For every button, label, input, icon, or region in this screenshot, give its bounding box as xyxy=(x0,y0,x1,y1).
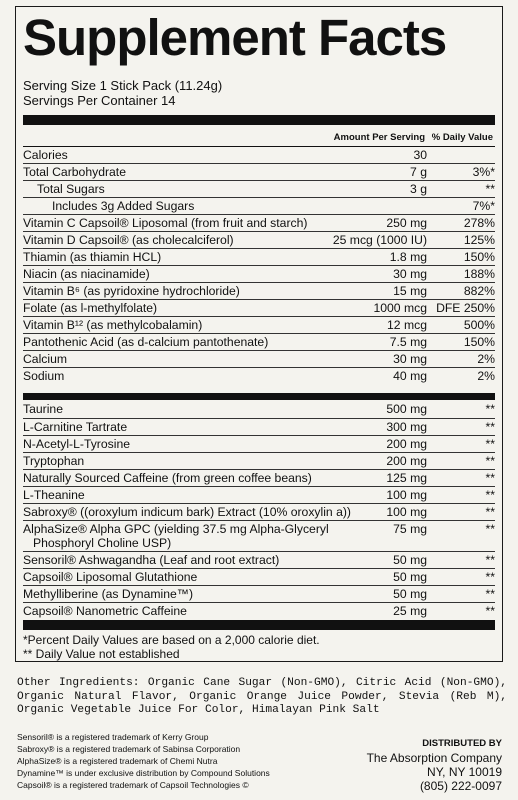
ingredient-dv: ** xyxy=(485,522,495,536)
nutrient-amount: 7.5 mg xyxy=(389,335,427,349)
nutrient-dv: 2% xyxy=(477,352,495,366)
ingredient-amount: 100 mg xyxy=(386,488,427,502)
nutrient-dv: 150% xyxy=(463,335,495,349)
ingredient-amount: 100 mg xyxy=(386,505,427,519)
ingredient-name: Taurine xyxy=(23,402,63,416)
nutrient-amount: 7 g xyxy=(410,165,427,179)
ingredient-amount: 50 mg xyxy=(393,553,427,567)
ingredient-amount: 50 mg xyxy=(393,570,427,584)
ingredient-dv: ** xyxy=(485,587,495,601)
ingredient-amount: 125 mg xyxy=(386,471,427,485)
table-row xyxy=(23,146,495,163)
nutrient-name: Pantothenic Acid (as d-calcium pantothenate) xyxy=(23,335,269,349)
ingredient-dv: ** xyxy=(485,437,495,451)
thick-divider-bottom xyxy=(23,620,495,630)
nutrient-amount: 30 mg xyxy=(393,267,427,281)
nutrient-name: Vitamin D Capsoil® (as cholecalciferol) xyxy=(23,233,234,247)
nutrient-dv: 278% xyxy=(463,216,495,230)
supplement-facts-panel xyxy=(15,6,503,662)
table-row xyxy=(23,486,495,503)
nutrient-dv: 150% xyxy=(463,250,495,264)
nutrient-dv: ** xyxy=(485,182,495,196)
ingredient-name: Capsoil® Nanometric Caffeine xyxy=(23,604,187,618)
serving-size: Serving Size 1 Stick Pack (11.24g) xyxy=(23,78,223,93)
ingredient-amount: 50 mg xyxy=(393,587,427,601)
table-row xyxy=(23,248,495,265)
distributor-heading: DISTRIBUTED BY xyxy=(422,738,502,749)
nutrient-name: Includes 3g Added Sugars xyxy=(52,199,195,213)
thick-divider-middle xyxy=(23,393,495,400)
table-row xyxy=(23,503,495,520)
table-row xyxy=(23,469,495,486)
table-row xyxy=(23,197,495,214)
nutrient-amount: 250 mg xyxy=(386,216,427,230)
nutrient-dv: 882% xyxy=(463,284,495,298)
table-row xyxy=(23,231,495,248)
ingredient-name: L-Theanine xyxy=(23,488,85,502)
table-row xyxy=(23,265,495,282)
ingredient-amount: 300 mg xyxy=(386,420,427,434)
table-row xyxy=(23,299,495,316)
ingredient-dv: ** xyxy=(485,553,495,567)
nutrient-name: Calories xyxy=(23,148,68,162)
table-row xyxy=(23,520,495,551)
ingredient-amount: 200 mg xyxy=(386,437,427,451)
table-row xyxy=(23,418,495,435)
nutrient-name: Folate (as l-methylfolate) xyxy=(23,301,158,315)
table-row xyxy=(23,333,495,350)
ingredient-name: Sabroxy® ((oroxylum indicum bark) Extract (10% oroxylin a)) xyxy=(23,505,351,519)
trademark-line: Sensoril® is a registered trademark of Kerry Group xyxy=(17,732,209,742)
ingredient-name: Capsoil® Liposomal Glutathione xyxy=(23,570,198,584)
nutrient-dv: 3%* xyxy=(472,165,495,179)
ingredient-dv: ** xyxy=(485,570,495,584)
nutrient-dv: 500% xyxy=(463,318,495,332)
nutrient-dv: 2% xyxy=(477,369,495,383)
table-row xyxy=(23,282,495,299)
nutrient-name: Niacin (as niacinamide) xyxy=(23,267,150,281)
servings-per-container: Servings Per Container 14 xyxy=(23,93,176,108)
nutrient-name: Vitamin B⁶ (as pyridoxine hydrochloride) xyxy=(23,284,240,298)
ingredient-name: N-Acetyl-L-Tyrosine xyxy=(23,437,131,451)
ingredient-name: Naturally Sourced Caffeine (from green coffee beans) xyxy=(23,471,312,485)
panel-title: Supplement Facts xyxy=(23,9,447,66)
ingredient-rows xyxy=(23,401,495,619)
nutrient-name: Total Sugars xyxy=(37,182,105,196)
nutrient-amount: 30 xyxy=(413,148,427,162)
table-row xyxy=(23,180,495,197)
nutrient-dv: 125% xyxy=(463,233,495,247)
distributor-city: NY, NY 10019 xyxy=(427,765,502,779)
nutrient-amount: 25 mcg (1000 IU) xyxy=(332,233,427,247)
distributor-company: The Absorption Company xyxy=(366,751,502,765)
nutrient-name: Sodium xyxy=(23,369,65,383)
trademark-line: Dynamine™ is under exclusive distribution by Compound Solutions xyxy=(17,768,270,778)
ingredient-name: AlphaSize® Alpha GPC (yielding 37.5 mg Alpha-Glyceryl xyxy=(23,522,329,536)
nutrient-amount: 40 mg xyxy=(393,369,427,383)
distributor-phone: (805) 222-0097 xyxy=(419,779,502,793)
nutrient-amount: 30 mg xyxy=(393,352,427,366)
ingredient-dv: ** xyxy=(485,488,495,502)
nutrient-dv: DFE 250% xyxy=(436,301,495,315)
ingredient-dv: ** xyxy=(485,420,495,434)
nutrient-name: Total Carbohydrate xyxy=(23,165,126,179)
nutrient-amount: 12 mcg xyxy=(387,318,427,332)
ingredient-name-continued: Phosphoryl Choline USP) xyxy=(33,536,172,550)
nutrient-amount: 1.8 mg xyxy=(389,250,427,264)
thick-divider-top xyxy=(23,115,495,125)
table-row xyxy=(23,435,495,452)
dv-header: % Daily Value xyxy=(431,132,493,143)
trademark-line: AlphaSize® is a registered trademark of Chemi Nutra xyxy=(17,756,218,766)
table-row xyxy=(23,214,495,231)
ingredient-dv: ** xyxy=(485,402,495,416)
footnote-daily-values: *Percent Daily Values are based on a 2,000 calorie diet. xyxy=(23,633,320,647)
ingredient-amount: 25 mg xyxy=(393,604,427,618)
ingredient-name: Methylliberine (as Dynamine™) xyxy=(23,587,194,601)
trademark-line: Capsoil® is a registered trademark of Capsoil Technologies © xyxy=(17,780,249,790)
table-row xyxy=(23,551,495,568)
footnote-not-established: ** Daily Value not established xyxy=(23,647,180,661)
table-row xyxy=(23,452,495,469)
nutrient-name: Calcium xyxy=(23,352,68,366)
table-row xyxy=(23,585,495,602)
nutrient-amount: 1000 mcg xyxy=(373,301,427,315)
ingredient-dv: ** xyxy=(485,471,495,485)
ingredient-name: Tryptophan xyxy=(23,454,85,468)
ingredient-dv: ** xyxy=(485,454,495,468)
table-row xyxy=(23,316,495,333)
nutrient-amount: 3 g xyxy=(410,182,427,196)
trademark-line: Sabroxy® is a registered trademark of Sabinsa Corporation xyxy=(17,744,241,754)
table-row xyxy=(23,163,495,180)
nutrient-dv: 188% xyxy=(463,267,495,281)
nutrient-dv: 7%* xyxy=(472,199,495,213)
ingredient-dv: ** xyxy=(485,604,495,618)
ingredient-amount: 75 mg xyxy=(393,522,427,536)
table-row xyxy=(23,401,495,418)
table-row xyxy=(23,568,495,585)
other-ingredients: Other Ingredients: Organic Cane Sugar (Non-GMO), Citric Acid (Non-GMO), Organic Natural Flavor, Organic Orange Juice Powder, Stevia (Reb M), Organic Vegetable Juice For Color, Himalayan Pink Salt xyxy=(17,677,507,716)
table-row xyxy=(23,350,495,367)
ingredient-name: Sensoril® Ashwagandha (Leaf and root extract) xyxy=(23,553,280,567)
nutrient-name: Vitamin C Capsoil® Liposomal (from fruit and starch) xyxy=(23,216,308,230)
ingredient-amount: 200 mg xyxy=(386,454,427,468)
nutrient-name: Vitamin B¹² (as methylcobalamin) xyxy=(23,318,203,332)
nutrient-name: Thiamin (as thiamin HCL) xyxy=(23,250,162,264)
table-row xyxy=(23,602,495,619)
column-header xyxy=(23,131,495,145)
table-row xyxy=(23,367,495,384)
nutrient-amount: 15 mg xyxy=(393,284,427,298)
ingredient-dv: ** xyxy=(485,505,495,519)
ingredient-name: L-Carnitine Tartrate xyxy=(23,420,128,434)
amount-header: Amount Per Serving xyxy=(333,132,425,143)
ingredient-amount: 500 mg xyxy=(386,402,427,416)
nutrient-rows xyxy=(23,146,495,384)
